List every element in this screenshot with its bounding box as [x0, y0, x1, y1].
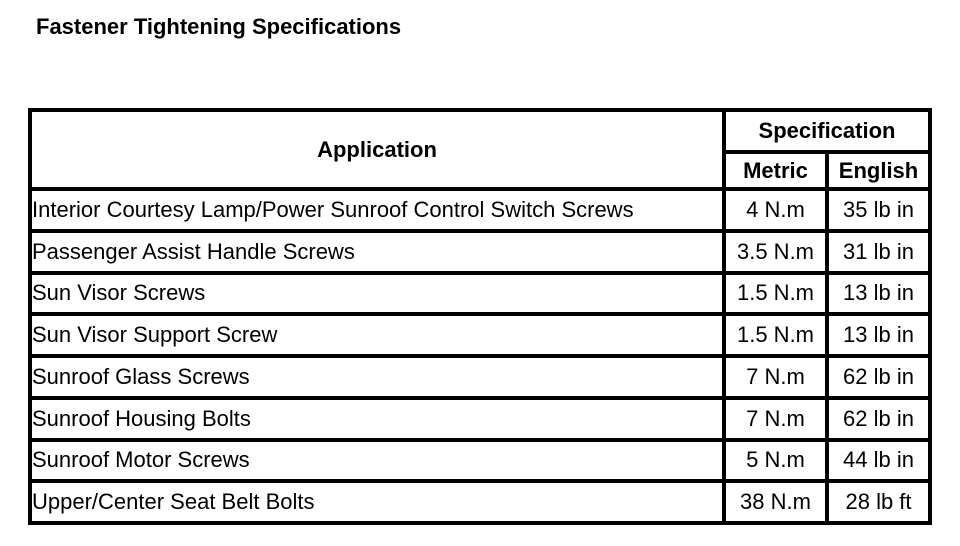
- application-cell: Interior Courtesy Lamp/Power Sunroof Control Switch Screws: [32, 191, 726, 233]
- application-cell: Passenger Assist Handle Screws: [32, 233, 726, 275]
- metric-header: Metric: [726, 154, 829, 191]
- metric-cell: 1.5 N.m: [726, 316, 829, 358]
- table-row: [32, 483, 932, 525]
- metric-cell: 1.5 N.m: [726, 275, 829, 317]
- table-row: [32, 442, 932, 484]
- english-cell: 35 lb in: [829, 191, 932, 233]
- table-row: [32, 275, 932, 317]
- table-row: [32, 191, 932, 233]
- application-cell: Sun Visor Screws: [32, 275, 726, 317]
- metric-cell: 38 N.m: [726, 483, 829, 525]
- table-row: [32, 316, 932, 358]
- english-cell: 28 lb ft: [829, 483, 932, 525]
- english-cell: 44 lb in: [829, 442, 932, 484]
- application-cell: Sun Visor Support Screw: [32, 316, 726, 358]
- english-cell: 13 lb in: [829, 275, 932, 317]
- metric-cell: 4 N.m: [726, 191, 829, 233]
- english-cell: 62 lb in: [829, 400, 932, 442]
- table-row: [32, 400, 932, 442]
- metric-cell: 5 N.m: [726, 442, 829, 484]
- page-title: Fastener Tightening Specifications: [36, 14, 402, 39]
- application-cell: Upper/Center Seat Belt Bolts: [32, 483, 726, 525]
- application-header: Application: [32, 112, 726, 191]
- metric-cell: 7 N.m: [726, 358, 829, 400]
- english-cell: 62 lb in: [829, 358, 932, 400]
- metric-cell: 7 N.m: [726, 400, 829, 442]
- fastener-spec-table: [28, 108, 932, 525]
- table-row: [32, 358, 932, 400]
- english-header: English: [829, 154, 932, 191]
- metric-cell: 3.5 N.m: [726, 233, 829, 275]
- application-cell: Sunroof Glass Screws: [32, 358, 726, 400]
- application-cell: Sunroof Housing Bolts: [32, 400, 726, 442]
- table-row: [32, 233, 932, 275]
- english-cell: 13 lb in: [829, 316, 932, 358]
- specification-header: Specification: [726, 112, 932, 154]
- application-cell: Sunroof Motor Screws: [32, 442, 726, 484]
- english-cell: 31 lb in: [829, 233, 932, 275]
